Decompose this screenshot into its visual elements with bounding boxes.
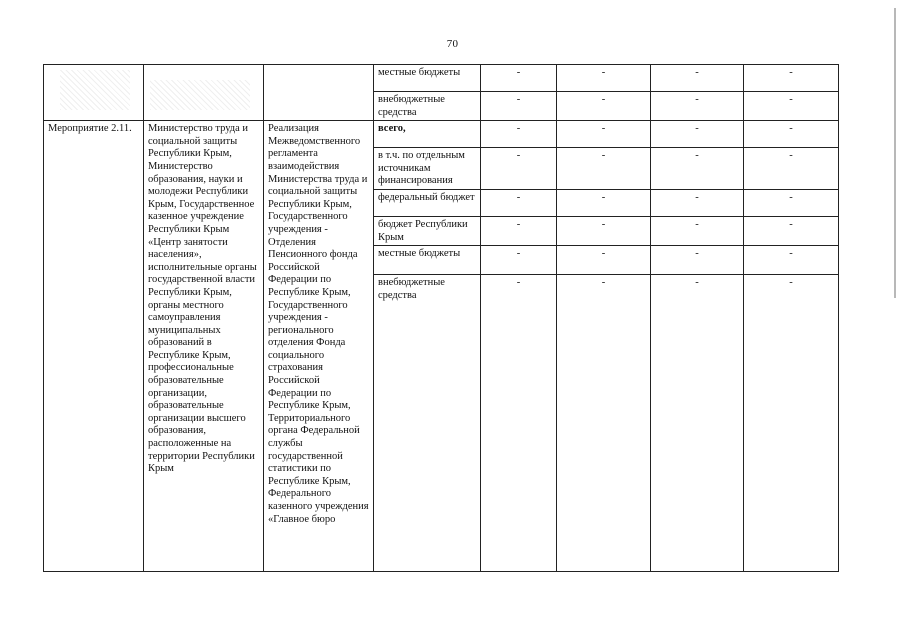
source-cell: внебюджетные средства bbox=[374, 275, 481, 572]
value-cell: - bbox=[744, 121, 839, 148]
page-number: 70 bbox=[446, 38, 459, 50]
value-cell: - bbox=[481, 216, 557, 245]
value-cell: - bbox=[651, 148, 744, 190]
executors-cell: Министерство труда и социальной защиты Республики Крым, Министерство образования, науки и молодежи Республики Крым, Государственное казенное учреждение Республики Крым «Центр занятости населения», исполнительные органы государственной власти Республики Крым, органы местного самоуправления муниципальных образований в Республике Крым, профессиональные образовательные организации, образовательные организации высшего образования, расположенные на территории Республики Крым bbox=[144, 121, 264, 572]
value-cell: - bbox=[557, 216, 651, 245]
value-cell: - bbox=[481, 246, 557, 275]
source-cell: местные бюджеты bbox=[374, 65, 481, 92]
scan-noise bbox=[60, 70, 130, 110]
source-cell: федеральный бюджет bbox=[374, 189, 481, 216]
source-cell: внебюджетные средства bbox=[374, 92, 481, 121]
financing-table bbox=[43, 64, 839, 572]
value-cell: - bbox=[744, 246, 839, 275]
value-cell: - bbox=[557, 92, 651, 121]
value-cell: - bbox=[481, 92, 557, 121]
value-cell: - bbox=[651, 216, 744, 245]
scan-edge-line bbox=[894, 8, 896, 298]
value-cell: - bbox=[557, 275, 651, 572]
table-row bbox=[44, 121, 839, 148]
scan-noise bbox=[150, 80, 250, 110]
value-cell: - bbox=[744, 92, 839, 121]
value-cell: - bbox=[651, 65, 744, 92]
value-cell: - bbox=[651, 246, 744, 275]
value-cell: - bbox=[744, 216, 839, 245]
measure-name-cell: Мероприятие 2.11. bbox=[44, 121, 144, 572]
value-cell: - bbox=[651, 92, 744, 121]
value-cell: - bbox=[651, 189, 744, 216]
value-cell: - bbox=[481, 148, 557, 190]
value-cell: - bbox=[481, 121, 557, 148]
value-cell: - bbox=[744, 189, 839, 216]
value-cell: - bbox=[651, 121, 744, 148]
value-cell: - bbox=[557, 65, 651, 92]
value-cell: - bbox=[481, 275, 557, 572]
value-cell: - bbox=[744, 275, 839, 572]
description-cell: Реализация Межведомственного регламента взаимодействия Министерства труда и социальной защиты Республики Крым, Государственного учреждения - Отделения Пенсионного фонда Российской Федерации по Республике Крым, Государственного учреждения - регионального отделения Фонда социального страхования Российской Федерации по Республике Крым, Территориального органа Федеральной службы государственной статистики по Республике Крым, Федерального казенного учреждения «Главное бюро bbox=[264, 121, 374, 572]
value-cell: - bbox=[557, 121, 651, 148]
source-cell-total: всего, bbox=[374, 121, 481, 148]
value-cell: - bbox=[557, 246, 651, 275]
value-cell: - bbox=[481, 65, 557, 92]
source-cell: в т.ч. по отдельным источникам финансирования bbox=[374, 148, 481, 190]
value-cell: - bbox=[744, 65, 839, 92]
source-cell: бюджет Республики Крым bbox=[374, 216, 481, 245]
value-cell: - bbox=[744, 148, 839, 190]
value-cell: - bbox=[651, 275, 744, 572]
value-cell: - bbox=[557, 189, 651, 216]
value-cell: - bbox=[481, 189, 557, 216]
value-cell: - bbox=[557, 148, 651, 190]
source-cell: местные бюджеты bbox=[374, 246, 481, 275]
prev-description-cell bbox=[264, 65, 374, 121]
